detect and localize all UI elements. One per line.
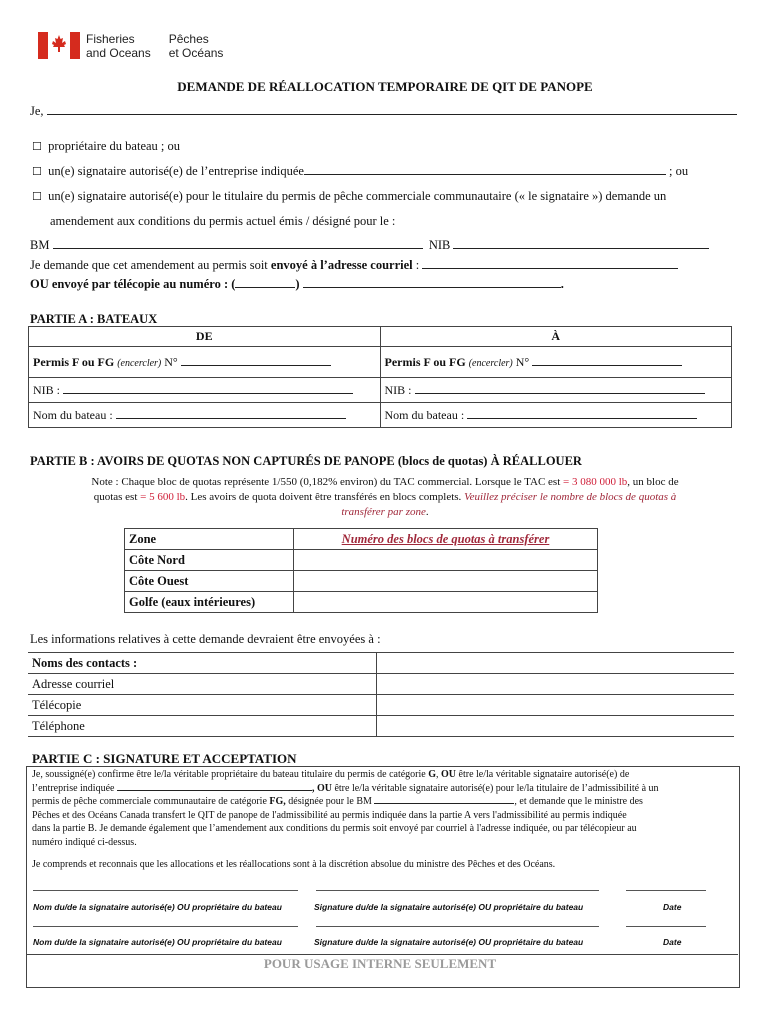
je-label: Je, <box>30 104 44 118</box>
bm-field[interactable] <box>53 238 423 249</box>
contact-phone-field[interactable] <box>377 716 735 737</box>
blocks-golfe[interactable] <box>294 592 598 613</box>
dept-name-en: Fisheries and Oceans <box>86 32 151 60</box>
fax-area-field[interactable] <box>235 277 295 288</box>
checkbox-icon[interactable]: ☐ <box>32 190 42 203</box>
to-vessel-name[interactable]: Nom du bateau : <box>380 403 732 428</box>
amendment-text: amendement aux conditions du permis actuel émis / désigné pour le : <box>50 214 396 228</box>
sig-signature-label-1: Signature du/de la signataire autorisé(e) OU propriétaire du bateau <box>314 902 584 912</box>
to-permit[interactable]: Permis F ou FG (encercler) N° <box>380 347 732 378</box>
contact-email-field[interactable] <box>377 674 735 695</box>
canada-flag-icon <box>38 32 80 59</box>
contact-email-label: Adresse courriel <box>28 674 377 695</box>
option-company-signatory[interactable]: ☐ un(e) signataire autorisé(e) de l’entreprise indiquée ; ou <box>32 164 689 178</box>
contacts-intro: Les informations relatives à cette demande devraient être envoyées à : <box>30 632 381 646</box>
nib-field[interactable] <box>453 238 709 249</box>
checkbox-icon[interactable]: ☐ <box>32 165 42 178</box>
sig-date-line-1[interactable] <box>626 890 706 891</box>
email-field[interactable] <box>422 258 678 269</box>
sig-signature-line-2[interactable] <box>316 926 599 927</box>
sig-name-line-1[interactable] <box>33 890 298 891</box>
sig-date-label-2: Date <box>663 937 682 947</box>
contact-phone-label: Téléphone <box>28 716 377 737</box>
quota-table <box>124 528 598 613</box>
blocks-cote-nord[interactable] <box>294 550 598 571</box>
to-header: À <box>380 327 732 347</box>
sig-signature-label-2: Signature du/de la signataire autorisé(e) OU propriétaire du bateau <box>314 937 584 947</box>
part-b-note: Note : Chaque bloc de quotas représente 1/550 (0,182% environ) du TAC commercial. Lorsque le TAC est = 3 080 000 lb, un bloc de quotas est = 5 600 lb. Les avoirs de quota doivent être transférés en blocs complets. Veuillez préciser le nombre de blocs de quotas à transférer par zone. <box>91 476 679 518</box>
zone-cote-nord: Côte Nord <box>125 550 294 571</box>
sig-name-label-2: Nom du/de la signataire autorisé(e) OU propriétaire du bateau <box>33 937 282 947</box>
sig-date-label-1: Date <box>663 902 682 912</box>
part-c-title: PARTIE C : SIGNATURE ET ACCEPTATION <box>32 751 297 766</box>
contact-names-label: Noms des contacts : <box>28 653 377 674</box>
sig-signature-line-1[interactable] <box>316 890 599 891</box>
option-owner[interactable]: ☐ propriétaire du bateau ; ou <box>32 139 181 153</box>
email-line: Je demande que cet amendement au permis soit envoyé à l’adresse courriel : <box>30 258 678 273</box>
contacts-table <box>28 652 734 737</box>
header <box>38 32 223 60</box>
sig-date-line-2[interactable] <box>626 926 706 927</box>
blocks-header: Numéro des blocs de quotas à transférer <box>294 529 598 550</box>
part-b-title: PARTIE B : AVOIRS DE QUOTAS NON CAPTURÉS DE PANOPE (blocs de quotas) À RÉALLOUER <box>30 454 582 468</box>
contact-fax-label: Télécopie <box>28 695 377 716</box>
zone-cote-ouest: Côte Ouest <box>125 571 294 592</box>
option-community-signatory[interactable]: ☐ un(e) signataire autorisé(e) pour le titulaire du permis de pêche commerciale communautaire (« le signataire ») demande un <box>32 189 667 203</box>
sig-name-line-2[interactable] <box>33 926 298 927</box>
from-header: DE <box>29 327 381 347</box>
bm-nib-line: BM NIB <box>30 238 709 253</box>
from-permit[interactable]: Permis F ou FG (encercler) N° <box>29 347 381 378</box>
sig-name-label-1: Nom du/de la signataire autorisé(e) OU propriétaire du bateau <box>33 902 282 912</box>
company-field[interactable] <box>304 164 666 175</box>
to-nib[interactable]: NIB : <box>380 378 732 403</box>
contact-names-field[interactable] <box>377 653 735 674</box>
checkbox-icon[interactable]: ☐ <box>32 140 42 153</box>
contact-fax-field[interactable] <box>377 695 735 716</box>
part-c-declaration: Je, soussigné(e) confirme être le/la véritable propriétaire du bateau titulaire du permis de catégorie G, OU être le/la véritable signataire autorisé(e) de l’entreprise indiquée , OU être le/la véritable signataire autorisé(e) pour le/la titulaire de l’admissibilité à un permis de pêche commerciale communautaire de catégorie FG, désignée pour le BM , et demande que le ministre des Pêches et des Océans Canada transfert le QIT de panope de l'admissibilité au permis indiquée dans la partie A vers l'admissibilité au permis indiquée dans la partie B. Je demande également que l’amendement aux conditions du permis soit envoyé par courriel à l'adresse indiquée, ou par télécopieur au numéro indiqué ci-dessus. Je comprends et reconnais que les allocations et les réallocations sont à la discrétion absolue du ministre des Pêches et des Océans. <box>32 769 659 870</box>
dept-name-fr: Pêches et Océans <box>168 32 224 60</box>
internal-divider <box>26 954 738 955</box>
part-a-title: PARTIE A : BATEAUX <box>30 312 158 326</box>
from-nib[interactable]: NIB : <box>29 378 381 403</box>
blocks-cote-ouest[interactable] <box>294 571 598 592</box>
zone-golfe: Golfe (eaux intérieures) <box>125 592 294 613</box>
internal-use-label: POUR USAGE INTERNE SEULEMENT <box>263 956 497 971</box>
name-field[interactable] <box>47 104 737 115</box>
zone-header: Zone <box>125 529 294 550</box>
vessels-table <box>28 326 732 428</box>
je-line <box>30 104 737 119</box>
form-title: DEMANDE DE RÉALLOCATION TEMPORAIRE DE QIT DE PANOPE <box>177 79 593 94</box>
fax-field[interactable] <box>303 277 561 288</box>
fax-line: OU envoyé par télécopie au numéro : ( ) . <box>30 277 564 291</box>
from-vessel-name[interactable]: Nom du bateau : <box>29 403 381 428</box>
